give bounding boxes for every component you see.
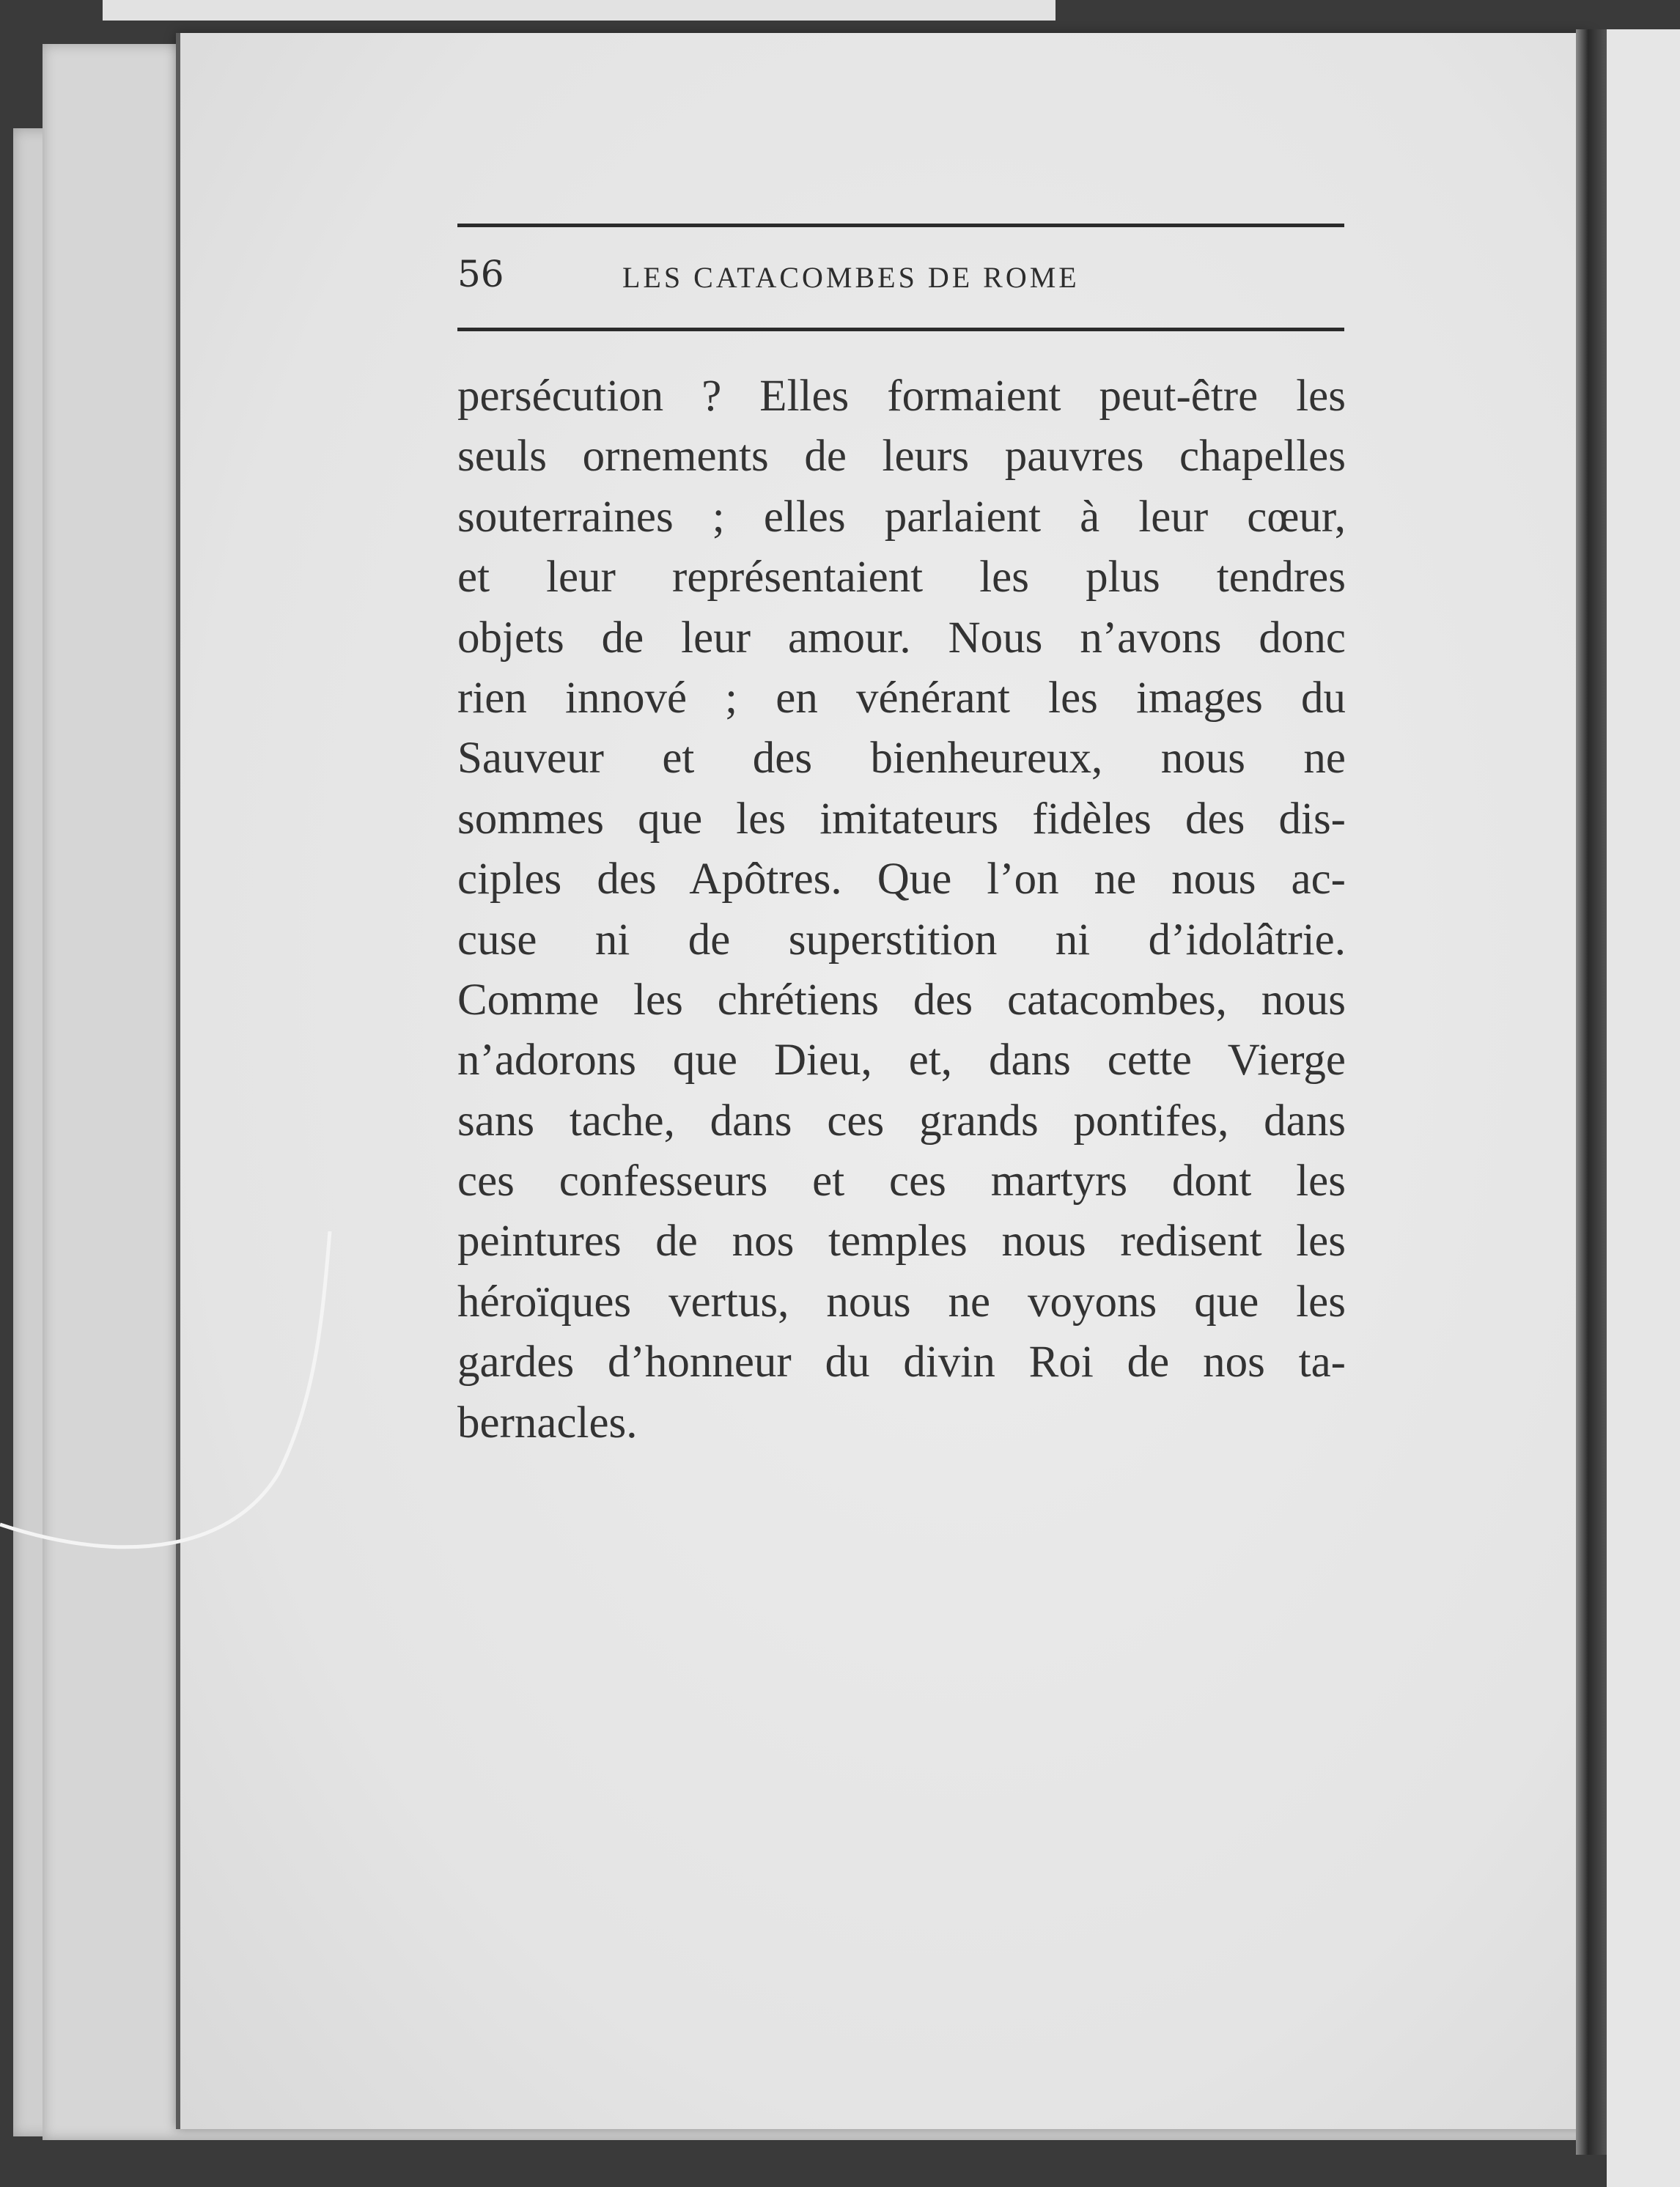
pencil-mark: [0, 1231, 345, 1576]
text-line: Sauveur et des bienheureux, nous ne: [457, 734, 1346, 783]
text-line: sans tache, dans ces grands pontifes, dans: [457, 1096, 1346, 1146]
text-line: ciples des Apôtres. Que l’on ne nous ac-: [457, 855, 1346, 904]
text-line: gardes d’honneur du divin Roi de nos ta-: [457, 1338, 1346, 1387]
text-line: souterraines ; elles parlaient à leur cœur,: [457, 492, 1346, 542]
page-header: [457, 253, 1344, 311]
header-rule-bottom: [457, 328, 1344, 331]
right-paper-edge: [1607, 29, 1680, 2187]
book-gutter-shadow: [1576, 29, 1607, 2155]
text-line: héroïques vertus, nous ne voyons que les: [457, 1277, 1346, 1327]
text-line: Comme les chrétiens des catacombes, nous: [457, 975, 1346, 1025]
page-surface: [180, 33, 1591, 2129]
top-paper-edge: [103, 0, 1055, 21]
text-line: sommes que les imitateurs fidèles des dis-: [457, 794, 1346, 844]
text-line: objets de leur amour. Nous n’avons donc: [457, 613, 1346, 663]
text-line: peintures de nos temples nous redisent les: [457, 1217, 1346, 1266]
text-line: seuls ornements de leurs pauvres chapelles: [457, 432, 1346, 482]
text-line: ces confesseurs et ces martyrs dont les: [457, 1157, 1346, 1206]
text-line: persécution ? Elles formaient peut-être les: [457, 372, 1346, 421]
text-line: cuse ni de superstition ni d’idolâtrie.: [457, 915, 1346, 965]
running-head: LES CATACOMBES DE ROME: [622, 261, 1080, 294]
text-line: bernacles.: [457, 1398, 638, 1447]
header-rule-top: [457, 224, 1344, 227]
page-number: 56: [457, 253, 504, 295]
text-line: rien innové ; en vénérant les images du: [457, 673, 1346, 723]
body-paragraph: [457, 366, 1346, 1453]
text-line: et leur représentaient les plus tendres: [457, 553, 1346, 602]
book-page: [176, 33, 1591, 2129]
text-line: n’adorons que Dieu, et, dans cette Vierge: [457, 1036, 1346, 1085]
